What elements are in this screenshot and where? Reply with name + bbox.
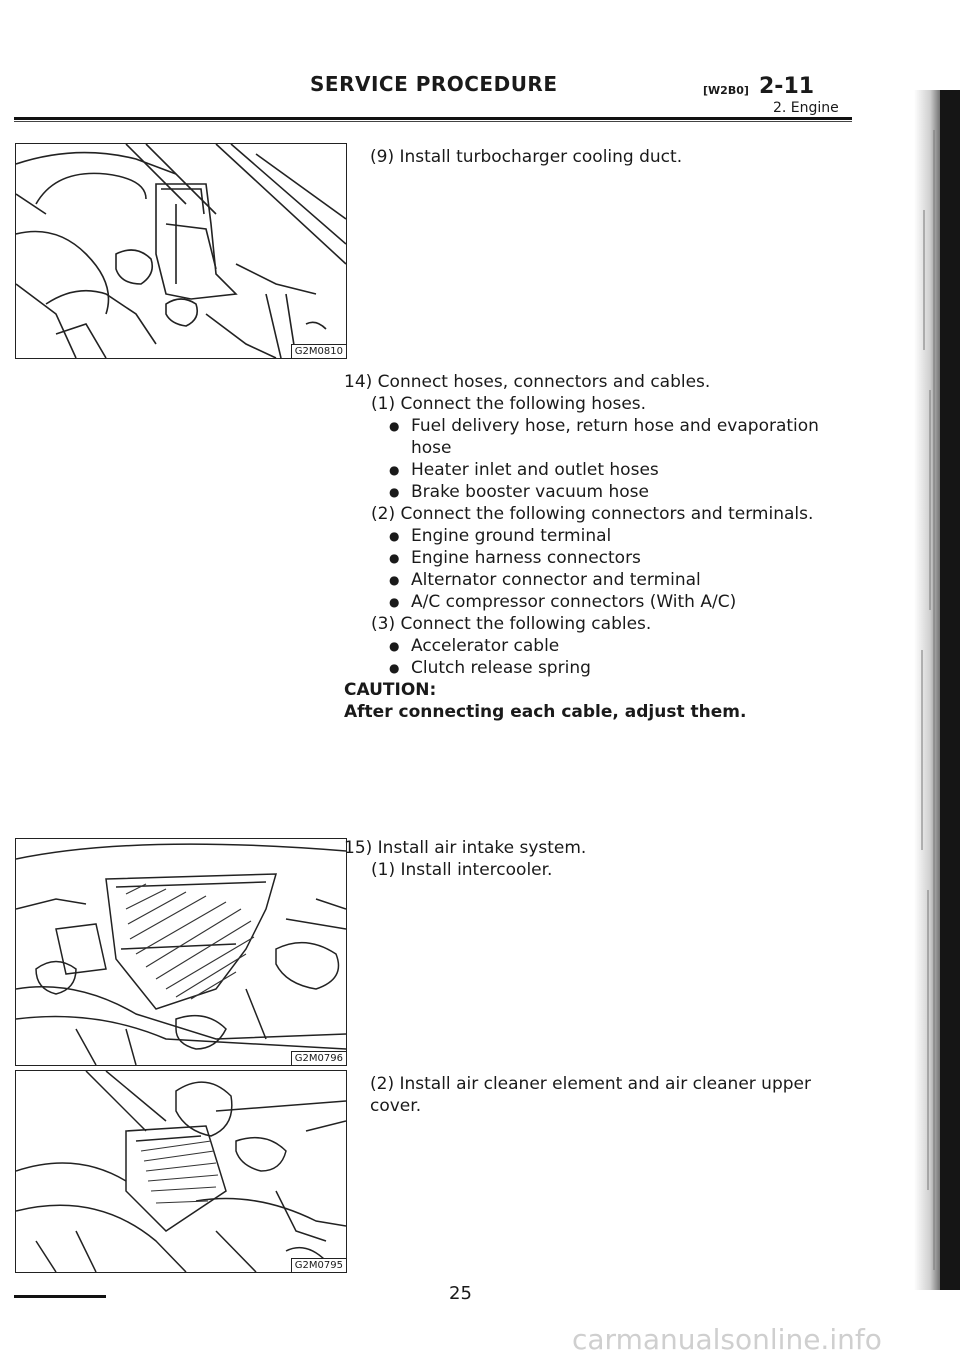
figure-code: G2M0810: [291, 344, 346, 358]
list-item: ● Brake booster vacuum hose: [411, 481, 649, 503]
section-code: [W2B0]: [703, 84, 749, 97]
header-rule-thin: [14, 121, 852, 122]
figure-air-cleaner: [15, 1070, 347, 1273]
step-14-3: (3) Connect the following cables.: [371, 614, 652, 634]
step-15-1: (1) Install intercooler.: [371, 860, 553, 880]
step-14: 14) Connect hoses, connectors and cables.: [344, 372, 711, 392]
turbo-duct-illustration: [16, 144, 346, 358]
figure-code: G2M0795: [291, 1258, 346, 1272]
list-item: ● Engine ground terminal: [411, 525, 611, 547]
footer-mark: [14, 1295, 106, 1298]
page-reference: 2-11: [759, 74, 815, 99]
chapter-label: 2. Engine: [773, 100, 839, 116]
watermark: carmanualsonline.info: [572, 1323, 882, 1356]
page-title: SERVICE PROCEDURE: [310, 72, 558, 96]
step-9: (9) Install turbocharger cooling duct.: [370, 147, 683, 167]
list-item: ● Accelerator cable: [411, 635, 559, 657]
figure-intercooler: [15, 838, 347, 1066]
binding-shadow-graphic: [900, 90, 960, 1290]
list-item: ● Clutch release spring: [411, 657, 591, 679]
list-item: ● Engine harness connectors: [411, 547, 641, 569]
intercooler-illustration: [16, 839, 346, 1065]
page-number: 25: [449, 1283, 472, 1304]
step-14-2: (2) Connect the following connectors and terminals.: [371, 504, 814, 524]
list-item-continuation: hose: [411, 438, 452, 458]
air-cleaner-illustration: [16, 1071, 346, 1272]
step-15: 15) Install air intake system.: [344, 838, 587, 858]
list-item: ● Alternator connector and terminal: [411, 569, 701, 591]
list-item: ● Heater inlet and outlet hoses: [411, 459, 659, 481]
caution-label: CAUTION:: [344, 680, 437, 700]
step-15-2: (2) Install air cleaner element and air cleaner upper: [370, 1074, 811, 1094]
scan-binding-edge: [900, 90, 960, 1290]
caution-text: After connecting each cable, adjust them.: [344, 702, 747, 722]
list-item: ● A/C compressor connectors (With A/C): [411, 591, 736, 613]
figure-turbo-cooling-duct: [15, 143, 347, 359]
header-rule: [14, 117, 852, 120]
step-15-2-continuation: cover.: [370, 1096, 422, 1116]
step-14-1: (1) Connect the following hoses.: [371, 394, 647, 414]
figure-code: G2M0796: [291, 1051, 346, 1065]
list-item: ● Fuel delivery hose, return hose and evaporation: [411, 415, 819, 437]
